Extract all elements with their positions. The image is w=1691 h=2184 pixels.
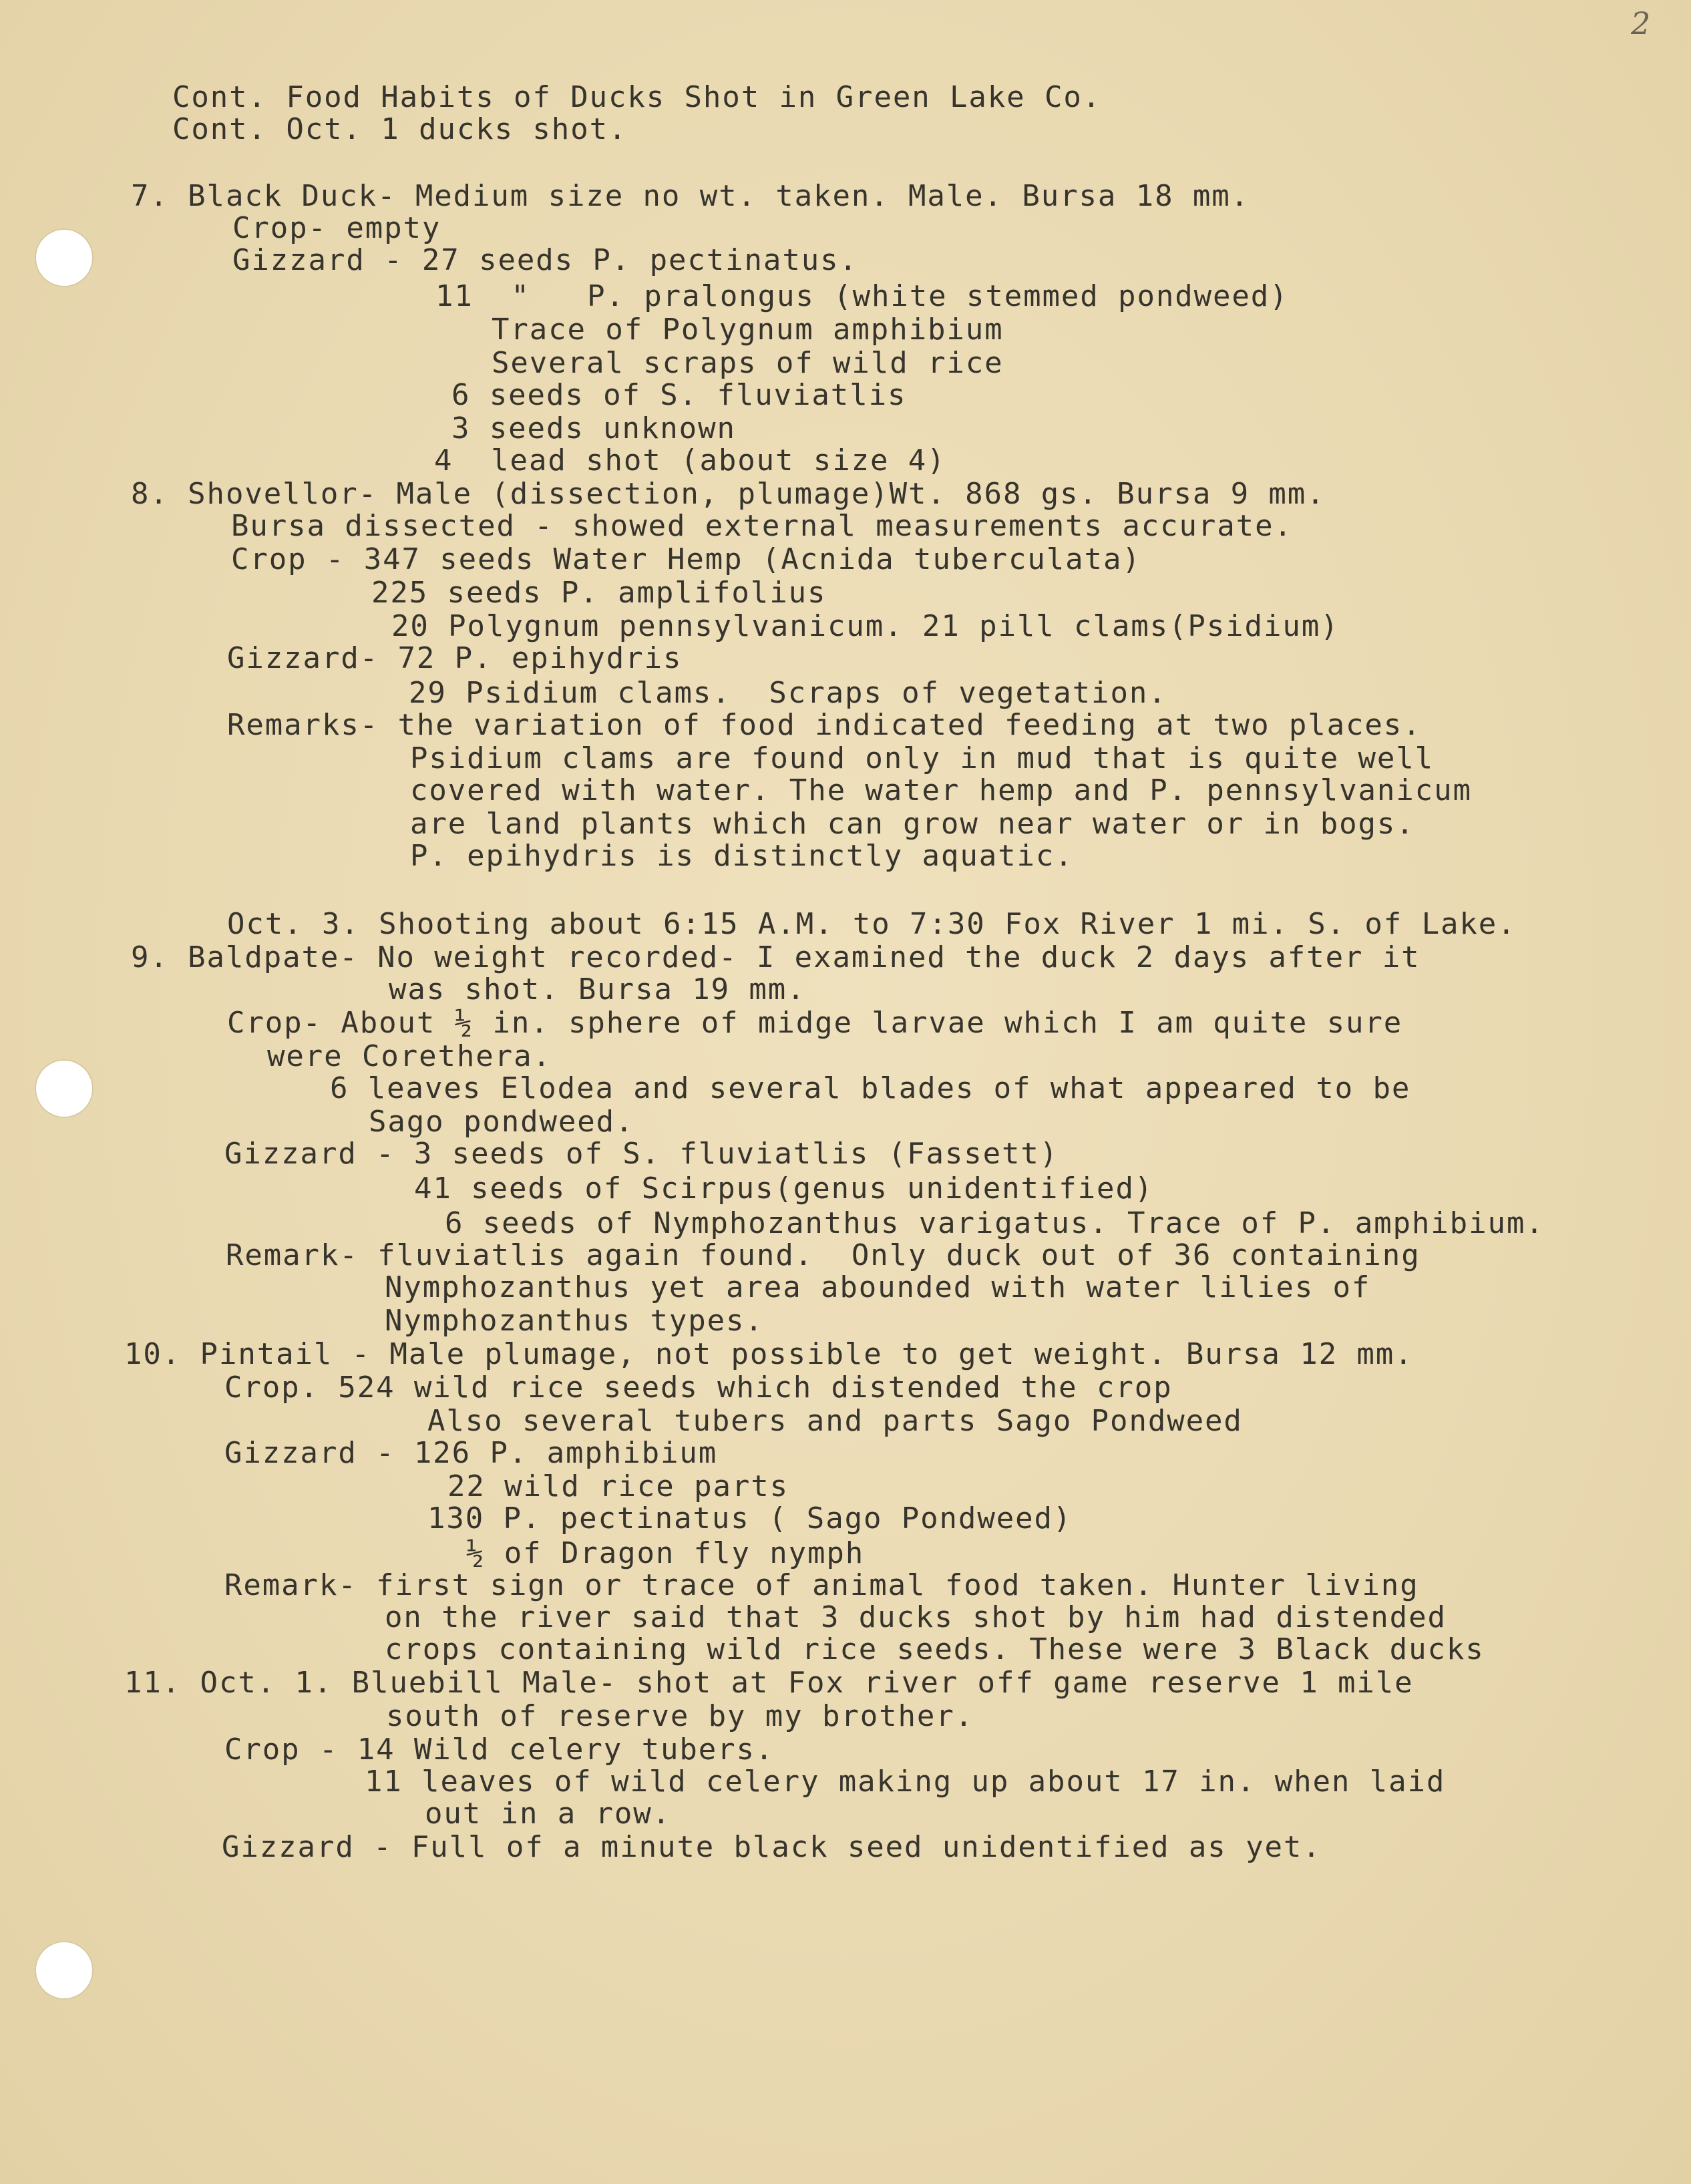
text-line: Remark- first sign or trace of animal food taken. Hunter living [224,1568,1419,1602]
text-line: on the river said that 3 ducks shot by him had distended [385,1600,1447,1634]
text-line: Gizzard - 126 P. amphibium [224,1436,718,1470]
entry-11-title: 11. Oct. 1. Bluebill Male- shot at Fox river off game reserve 1 mile [124,1666,1414,1700]
text-line: Sago pondweed. [369,1105,634,1139]
punch-hole-bottom [35,1941,93,2000]
text-line: Bursa dissected - showed external measurements accurate. [231,509,1293,543]
text-line: 20 Polygnum pennsylvanicum. 21 pill clams(Psidium) [391,609,1340,643]
text-line: south of reserve by my brother. [386,1699,974,1733]
text-line: P. epihydris is distinctly aquatic. [410,839,1074,873]
entry-8-title: 8. Shovellor- Male (dissection, plumage)Wt. 868 gs. Bursa 9 mm. [131,477,1326,511]
text-line: Gizzard - Full of a minute black seed unidentified as yet. [222,1830,1322,1864]
text-line: Nymphozanthus yet area abounded with water lilies of [385,1270,1371,1304]
oct-3-heading: Oct. 3. Shooting about 6:15 A.M. to 7:30 Fox River 1 mi. S. of Lake. [227,907,1517,941]
text-line: Crop - 347 seeds Water Hemp (Acnida tuberculata) [231,542,1141,576]
text-line: 6 seeds of S. fluviatlis [451,378,907,412]
punch-hole-top [35,228,93,287]
text-line: 11 " P. pralongus (white stemmed pondweed) [435,279,1289,313]
text-line: 130 P. pectinatus ( Sago Pondweed) [427,1501,1073,1535]
text-line: Gizzard- 72 P. epihydris [227,641,683,675]
text-line: 6 leaves Elodea and several blades of what appeared to be [330,1071,1411,1105]
entry-7-title: 7. Black Duck- Medium size no wt. taken. Male. Bursa 18 mm. [131,179,1250,213]
text-line: Remarks- the variation of food indicated feeding at two places. [227,708,1422,742]
text-line: 6 seeds of Nymphozanthus varigatus. Trace of P. amphibium. [445,1206,1545,1240]
text-line: Crop. 524 wild rice seeds which distended the crop [224,1371,1173,1405]
text-line: Nymphozanthus types. [385,1304,764,1338]
text-line: 11 leaves of wild celery making up about 17 in. when laid [365,1765,1446,1799]
entry-9-title: 9. Baldpate- No weight recorded- I examined the duck 2 days after it [131,940,1421,974]
text-line: 4 lead shot (about size 4) [434,443,946,478]
page-number: 2 [1631,5,1651,41]
text-line: are land plants which can grow near water or in bogs. [410,807,1415,841]
punch-hole-middle [35,1059,93,1118]
heading-line-2: Cont. Oct. 1 ducks shot. [172,112,628,146]
text-line: 225 seeds P. amplifolius [371,576,827,610]
text-line: Gizzard - 3 seeds of S. fluviatlis (Fassett) [224,1137,1059,1171]
heading-line-1: Cont. Food Habits of Ducks Shot in Green Lake Co. [172,80,1102,114]
text-line: 3 seeds unknown [451,411,736,445]
text-line: were Corethera. [267,1039,552,1073]
text-line: Remark- fluviatlis again found. Only duck out of 36 containing [226,1238,1421,1272]
text-line: covered with water. The water hemp and P. pennsylvanicum [410,773,1472,807]
text-line: Also several tubers and parts Sago Pondweed [427,1404,1243,1438]
text-line: crops containing wild rice seeds. These were 3 Black ducks [385,1632,1485,1666]
text-line: Trace of Polygnum amphibium [492,313,1004,347]
text-line: was shot. Bursa 19 mm. [389,972,806,1007]
text-line: Gizzard - 27 seeds P. pectinatus. [232,243,858,277]
text-line: ½ of Dragon fly nymph [466,1536,865,1570]
text-line: 41 seeds of Scirpus(genus unidentified) [414,1171,1154,1206]
text-line: Crop - 14 Wild celery tubers. [224,1733,775,1767]
entry-10-title: 10. Pintail - Male plumage, not possible to get weight. Bursa 12 mm. [124,1337,1414,1371]
text-line: Crop- About ½ in. sphere of midge larvae which I am quite sure [227,1006,1403,1040]
text-line: Several scraps of wild rice [492,346,1004,380]
text-line: 29 Psidium clams. Scraps of vegetation. [409,676,1167,710]
text-line: out in a row. [425,1797,672,1831]
text-line: Psidium clams are found only in mud that is quite well [410,741,1435,775]
text-line: Crop- empty [232,211,441,245]
text-line: 22 wild rice parts [447,1469,789,1503]
